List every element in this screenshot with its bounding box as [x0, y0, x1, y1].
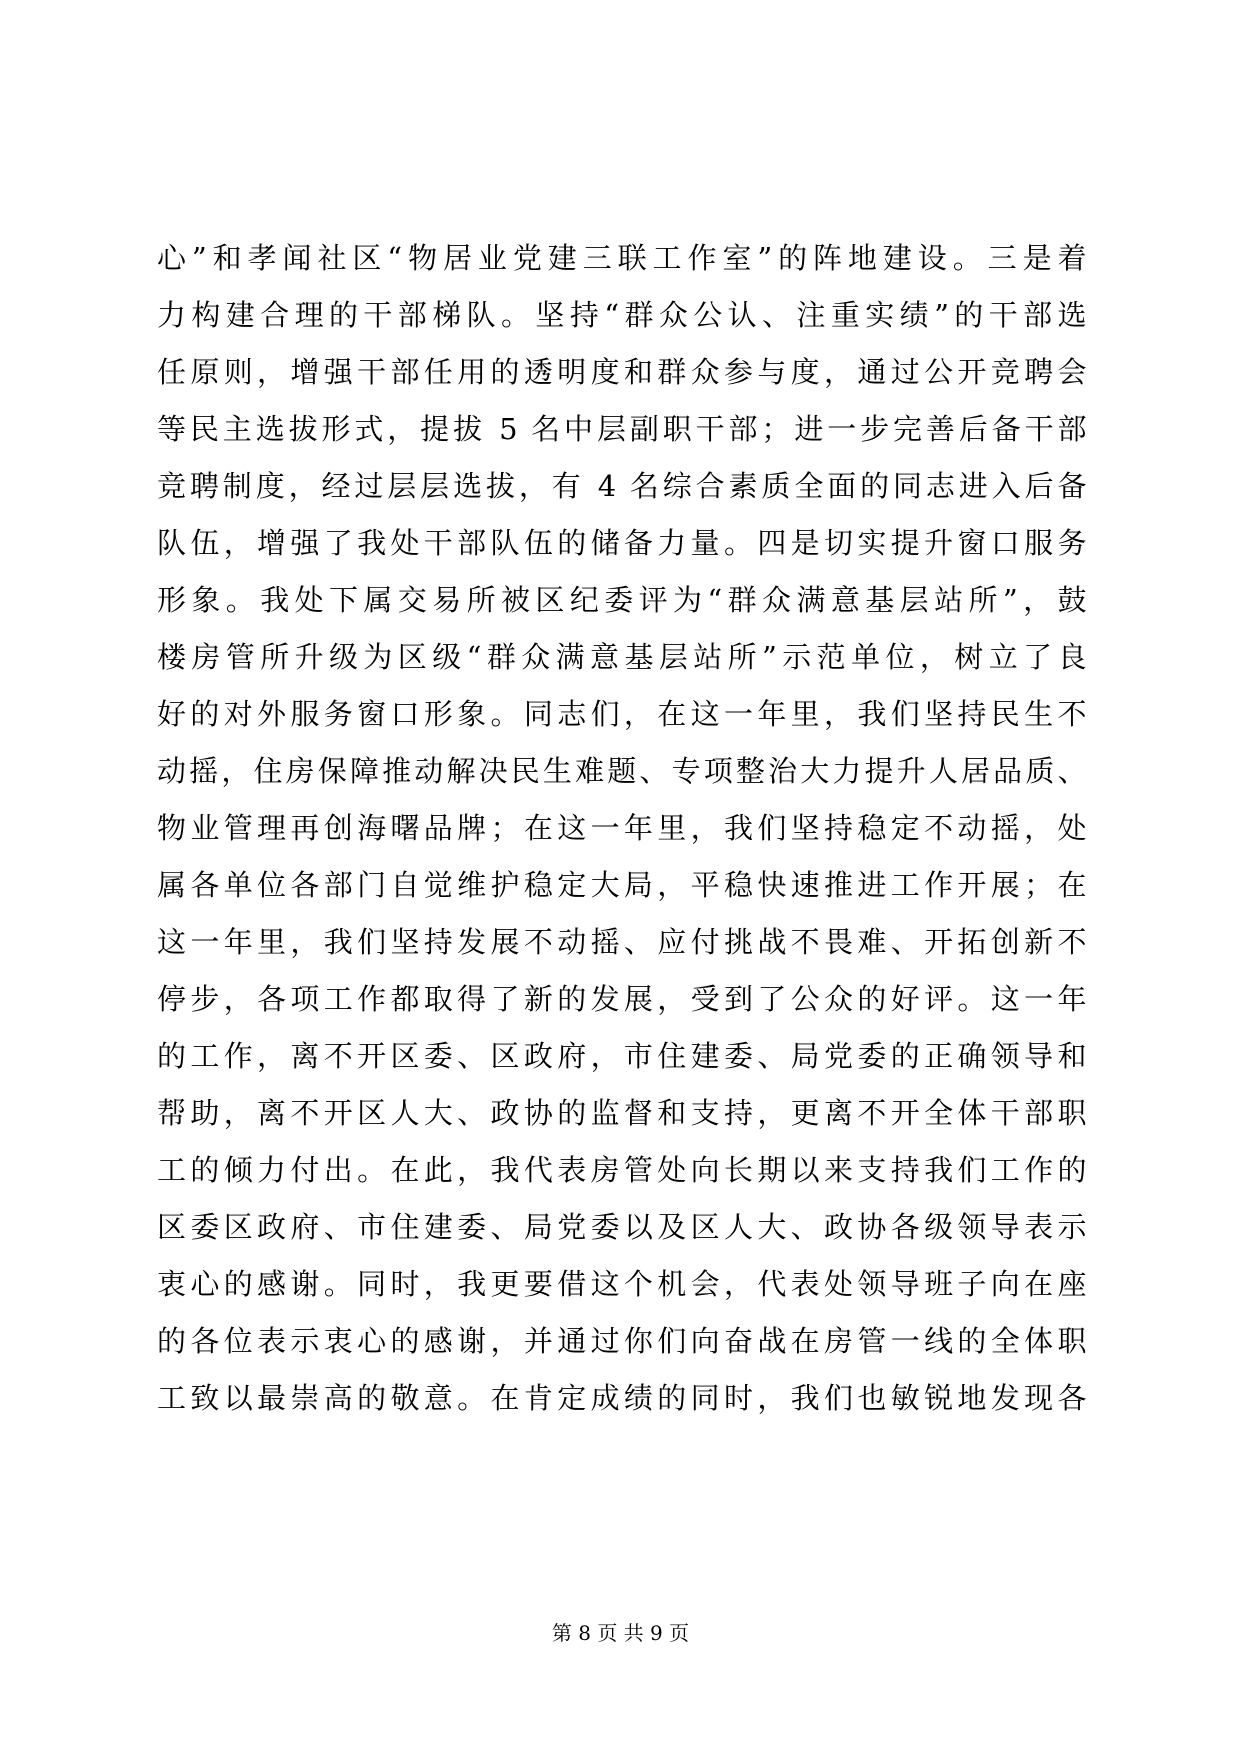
text-line: 工致以最崇高的敬意。在肯定成绩的同时，我们也敏锐地发现各 [157, 1381, 1087, 1415]
text-line: 帮助，离不开区人大、政协的监督和支持，更离不开全体干部职 [157, 1096, 1087, 1130]
text-line: 停步，各项工作都取得了新的发展，受到了公众的好评。这一年 [157, 982, 1087, 1016]
text-line: 衷心的感谢。同时，我更要借这个机会，代表处领导班子向在座 [157, 1267, 1087, 1301]
text-line: 任原则，增强干部任用的透明度和群众参与度，通过公开竞聘会 [157, 355, 1087, 389]
text-line: 属各单位各部门自觉维护稳定大局，平稳快速推进工作开展；在 [157, 868, 1087, 902]
text-line: 楼房管所升级为区级“群众满意基层站所”示范单位，树立了良 [157, 640, 1087, 674]
text-line: 这一年里，我们坚持发展不动摇、应付挑战不畏难、开拓创新不 [157, 925, 1087, 959]
text-line: 心”和孝闻社区“物居业党建三联工作室”的阵地建设。三是着 [157, 241, 1087, 275]
text-line: 等民主选拔形式，提拔 5 名中层副职干部；进一步完善后备干部 [157, 412, 1087, 446]
text-line: 的各位表示衷心的感谢，并通过你们向奋战在房管一线的全体职 [157, 1324, 1087, 1358]
text-line: 力构建合理的干部梯队。坚持“群众公认、注重实绩”的干部选 [157, 298, 1087, 332]
body-text [157, 230, 1087, 1427]
text-line: 竞聘制度，经过层层选拔，有 4 名综合素质全面的同志进入后备 [157, 469, 1087, 503]
text-line: 形象。我处下属交易所被区纪委评为“群众满意基层站所”，鼓 [157, 583, 1087, 617]
text-line: 区委区政府、市住建委、局党委以及区人大、政协各级领导表示 [157, 1210, 1087, 1244]
text-line: 物业管理再创海曙品牌；在这一年里，我们坚持稳定不动摇，处 [157, 811, 1087, 845]
text-line: 动摇，住房保障推动解决民生难题、专项整治大力提升人居品质、 [157, 754, 1087, 788]
text-line: 工的倾力付出。在此，我代表房管处向长期以来支持我们工作的 [157, 1153, 1087, 1187]
page-number-footer: 第 8 页 共 9 页 [551, 1621, 690, 1645]
text-line: 队伍，增强了我处干部队伍的储备力量。四是切实提升窗口服务 [157, 526, 1087, 560]
text-line: 好的对外服务窗口形象。同志们，在这一年里，我们坚持民生不 [157, 697, 1087, 731]
text-line: 的工作，离不开区委、区政府，市住建委、局党委的正确领导和 [157, 1039, 1087, 1073]
